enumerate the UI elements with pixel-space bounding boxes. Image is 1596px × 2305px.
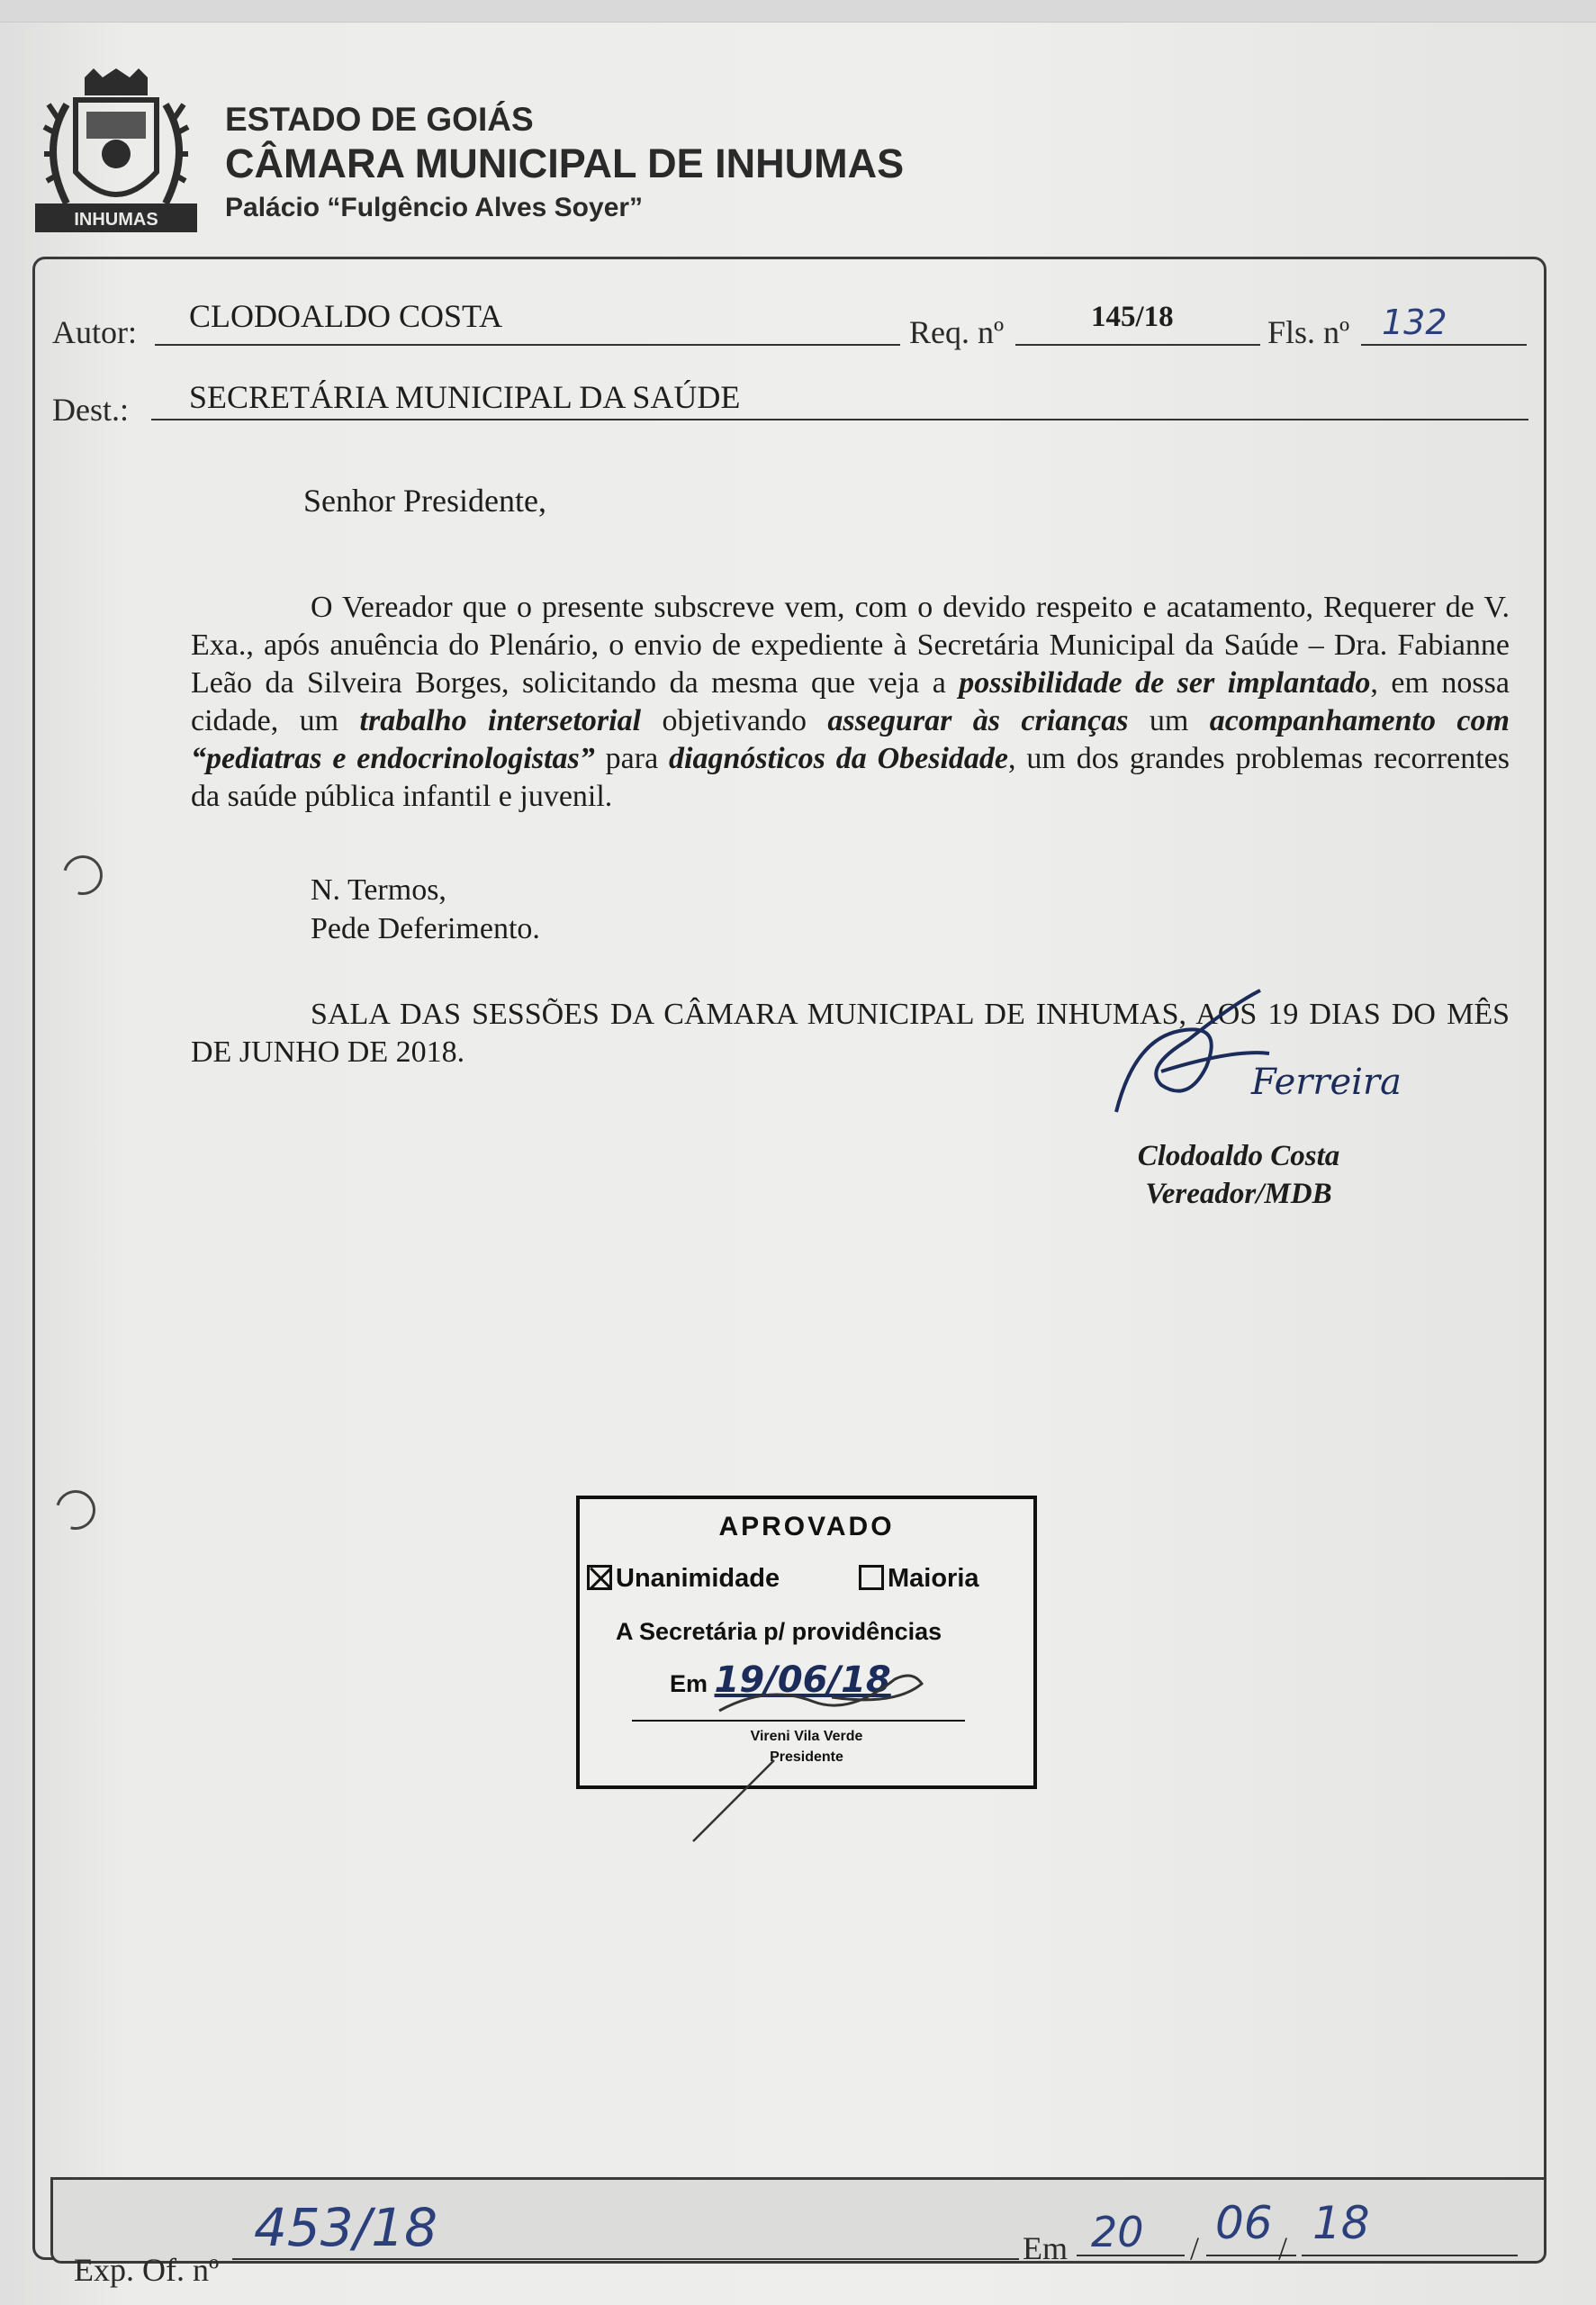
exp-label: Exp. Of. nº [74, 2252, 220, 2288]
exp-value: 453/18 [254, 2197, 438, 2258]
unanimity-label: Unanimidade [616, 1564, 780, 1593]
fls-line [1361, 344, 1527, 346]
majority-option [859, 1564, 979, 1594]
session-statement: SALA DAS SESSÕES DA CÂMARA MUNICIPAL DE INHUMAS, AOS 19 DIAS DO MÊS DE JUNHO DE 2018. [191, 998, 1510, 1069]
date-separator: / [1278, 2230, 1288, 2266]
municipal-crest-icon [31, 68, 202, 249]
year-line [1302, 2255, 1518, 2256]
closing-termos: N. Termos, [311, 873, 446, 907]
stamp-signer: Vireni Vila Verde [750, 1729, 863, 1744]
author-label: Autor: [52, 314, 137, 350]
stamp-forward: A Secretária p/ providências [616, 1618, 942, 1645]
exp-line [232, 2258, 1019, 2260]
unanimity-checkbox [587, 1565, 612, 1590]
req-value: 145/18 [1091, 301, 1174, 333]
dest-label: Dest.: [52, 392, 129, 428]
date-separator: / [1190, 2230, 1200, 2266]
signer-name: Clodoaldo Costa [1137, 1140, 1340, 1172]
header-state: ESTADO DE GOIÁS [225, 101, 534, 138]
crest-motto: INHUMAS [74, 210, 158, 230]
underlying-sheet-edge [0, 0, 1596, 23]
req-line [1015, 344, 1260, 346]
dest-value: SECRETÁRIA MUNICIPAL DA SAÚDE [189, 379, 741, 415]
unanimity-option [587, 1564, 780, 1594]
req-label: Req. nº [909, 314, 1005, 350]
stamp-title: APROVADO [718, 1512, 895, 1541]
footer-year: 18 [1312, 2197, 1370, 2249]
author-line [155, 344, 900, 346]
header-chamber: CÂMARA MUNICIPAL DE INHUMAS [225, 140, 905, 186]
stamp-signature-line [632, 1720, 965, 1722]
closing-deferimento: Pede Deferimento. [311, 912, 540, 945]
majority-label: Maioria [888, 1564, 979, 1593]
dest-line [151, 419, 1528, 420]
signer-role: Vereador/MDB [1145, 1178, 1332, 1210]
signature-scribble: Ferreira [1251, 1062, 1402, 1103]
fls-value: 132 [1382, 303, 1447, 342]
author-value: CLODOALDO COSTA [189, 298, 503, 334]
greeting: Senhor Presidente, [303, 483, 546, 519]
form-frame [32, 257, 1546, 2260]
footer-day: 20 [1091, 2208, 1144, 2256]
stamp-date-label: Em [670, 1670, 708, 1697]
stamp-signer-role: Presidente [770, 1749, 843, 1765]
em-label: Em [1023, 2230, 1068, 2266]
signature-tail-icon [684, 1756, 792, 1846]
president-signature-icon [715, 1666, 931, 1720]
fls-label: Fls. nº [1267, 314, 1350, 350]
majority-checkbox [859, 1565, 884, 1590]
header-palace: Palácio “Fulgêncio Alves Soyer” [225, 193, 644, 222]
approval-stamp [576, 1496, 1037, 1789]
request-paragraph: O Vereador que o presente subscreve vem, com o devido respeito e acatamento, Requerer de V. Exa., após anuência do Plenário, o envio de expediente à Secretária Municipal da Saúde – Dra. Fabianne Leão da Silveira Borges, solicitando da mesma que veja a possibilidade de ser implantado, em nossa cidade, um trabalho intersetorial objetivando assegurar às crianças um acompanhamento com “pediatras e endocrinologistas” para diagnósticos da Obesidade, um dos grandes problemas recorrentes da saúde pública infantil e juvenil. [191, 591, 1510, 813]
author-signature-icon [1107, 986, 1402, 1121]
footer-month: 06 [1215, 2197, 1273, 2249]
stamp-date-value: 19/06/18 [714, 1659, 891, 1701]
